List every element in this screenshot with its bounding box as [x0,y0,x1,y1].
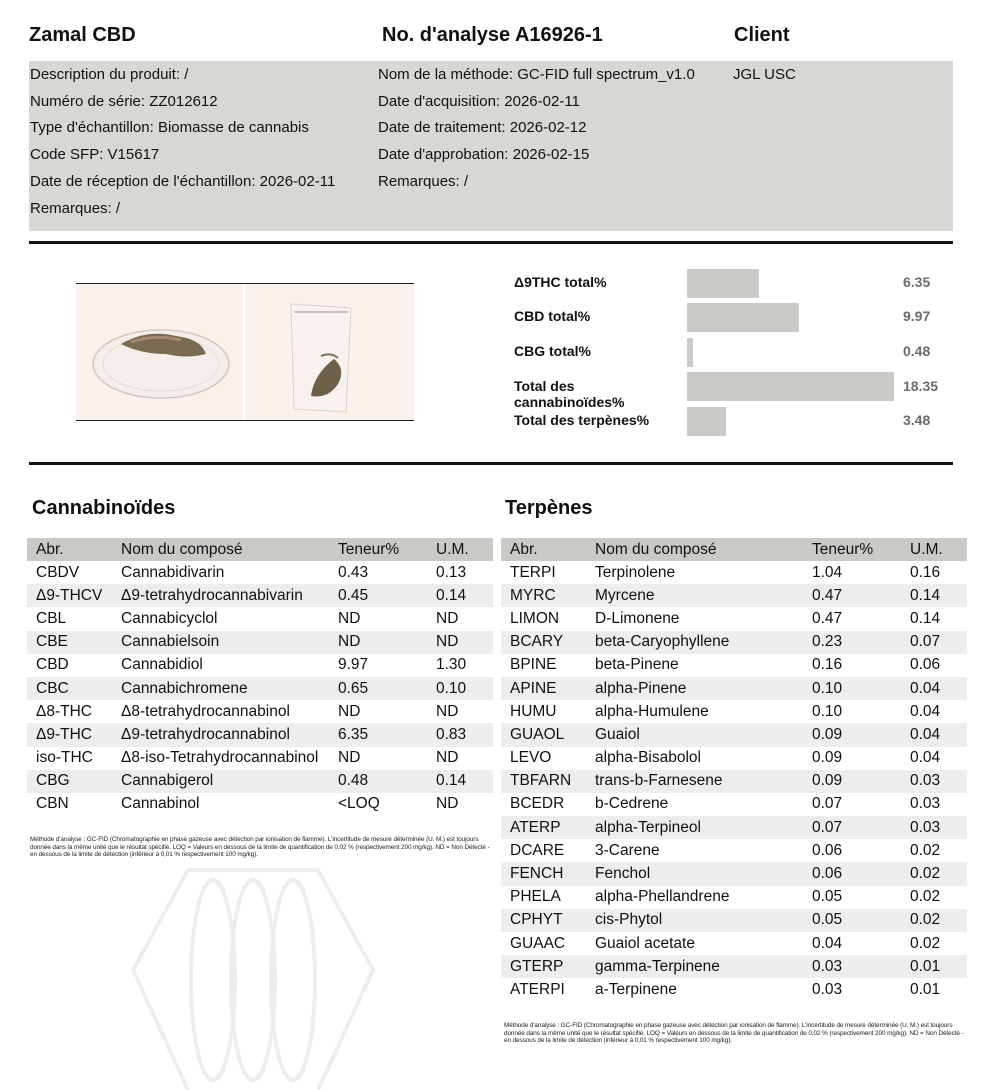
cannabinoids-title: Cannabinoïdes [32,497,176,519]
table-row [501,723,967,746]
compound-abbreviation: GTERP [501,955,586,978]
measurement-uncertainty: 0.01 [910,980,941,998]
measurement-uncertainty: ND [436,749,459,767]
measurement-uncertainty: 0.03 [901,816,967,839]
measurement-uncertainty: 0.83 [427,723,493,746]
table-row [501,862,967,885]
compound-content: 0.43 [338,563,369,581]
measurement-uncertainty: 1.30 [436,656,467,674]
info-line: Date de réception de l'échantillon: 2026-02-11 [30,172,336,190]
compound-content: 0.09 [803,723,901,746]
compound-content: 1.04 [812,563,843,581]
measurement-uncertainty: 0.04 [901,677,967,700]
compound-abbreviation: FENCH [501,862,586,885]
measurement-uncertainty: ND [427,631,493,654]
compound-name: alpha-Phellandrene [595,888,730,906]
compound-content: 0.03 [812,980,843,998]
client-name: JGL USC [733,66,796,83]
compound-name: Δ9-tetrahydrocannabivarin [112,584,329,607]
info-line: Date d'acquisition: 2026-02-11 [378,92,580,110]
measurement-uncertainty: 0.14 [427,770,493,793]
compound-abbreviation: Δ9-THCV [27,584,112,607]
compound-abbreviation: BPINE [510,656,557,674]
table-row [501,584,967,607]
compound-name: Cannabicyclol [121,609,218,627]
compound-name: Δ9-tetrahydrocannabinol [112,723,329,746]
compound-abbreviation: LEVO [510,749,552,767]
table-row [501,932,967,955]
compound-content: 0.45 [329,584,427,607]
table-row [27,700,493,723]
compound-abbreviation: CBG [27,770,112,793]
compound-content: 0.04 [812,934,843,952]
table-row [501,631,967,654]
compound-abbreviation: TERPI [510,563,556,581]
table-row [27,677,493,700]
measurement-uncertainty: 0.14 [427,584,493,607]
client-heading: Client [734,24,790,46]
compound-abbreviation: ATERPI [510,980,565,998]
compound-abbreviation: PHELA [510,888,561,906]
measurement-uncertainty: 0.04 [901,723,967,746]
measurement-uncertainty: ND [436,795,459,813]
table-row [27,607,493,630]
table-row [501,770,967,793]
table-row [501,700,967,723]
table-row [27,723,493,746]
compound-content: ND [338,749,361,767]
summary-value: 0.48 [903,343,931,359]
summary-bar [687,303,799,332]
compound-content: 0.09 [812,749,843,767]
column-header: Teneur% [329,538,427,561]
terpenes-footnote: Méthode d'analyse : GC-FID (Chromatographie en phase gazeuse avec détection par ionisation de flamme). L'incertitude de mesure déterminée (U. M.) est toujours donnée dans la même unité que le résultat spécifié. LOQ = Valeurs en dessous de la limite de quantification de 0,02 % (respectivement 200 mg/kg). ND = Non Détecté - en dessous de la limite de détection (inférieur à 0,01 % respectivement 100 mg/kg). [504,1022,964,1044]
table-row [501,978,967,1001]
table-row [27,584,493,607]
info-line: Code SFP: V15617 [30,146,160,164]
divider-middle [29,462,953,465]
measurement-uncertainty: 0.02 [910,888,941,906]
compound-abbreviation: CBDV [36,563,80,581]
compound-abbreviation: GUAOL [501,723,586,746]
compound-content: 0.48 [329,770,427,793]
table-row [501,654,967,677]
column-header: U.M. [901,538,967,561]
info-line: Remarques: / [378,172,469,190]
compound-name: Guaiol acetate [595,934,695,952]
measurement-uncertainty: 0.04 [910,702,941,720]
compound-name: Δ8-tetrahydrocannabinol [121,702,290,720]
measurement-uncertainty: 0.03 [901,770,967,793]
summary-value: 9.97 [903,308,931,324]
column-header: Teneur% [803,538,901,561]
table-row [501,839,967,862]
compound-abbreviation: BCEDR [510,795,565,813]
watermark-logo [128,860,378,1090]
column-header: Abr. [27,538,112,561]
summary-label: CBD total% [514,308,591,324]
table-row [27,793,493,816]
info-line: Nom de la méthode: GC-FID full spectrum_v1.0 [378,66,695,83]
measurement-uncertainty: 0.10 [427,677,493,700]
compound-name: beta-Pinene [595,656,679,674]
info-line: Remarques: / [30,199,121,217]
measurement-uncertainty: 0.06 [910,656,941,674]
compound-name: Myrcene [586,584,803,607]
measurement-uncertainty: 0.07 [901,631,967,654]
terpenes-title: Terpènes [505,497,593,519]
compound-abbreviation: CBC [27,677,112,700]
measurement-uncertainty: 0.14 [910,609,941,627]
compound-content: 0.09 [803,770,901,793]
compound-abbreviation: TBFARN [501,770,586,793]
info-line: Type d'échantillon: Biomasse de cannabis [30,119,309,137]
compound-name: gamma-Terpinene [586,955,803,978]
compound-abbreviation: CBL [36,609,67,627]
table-header-row [501,538,967,561]
table-row [27,631,493,654]
cannabinoids-table [27,538,493,816]
measurement-uncertainty: 0.02 [910,841,941,859]
compound-content: 0.10 [812,702,843,720]
compound-content: 0.23 [803,631,901,654]
compound-content: 0.47 [812,609,843,627]
column-header: Nom du composé [586,538,803,561]
compound-name: Fenchol [586,862,803,885]
measurement-uncertainty: 0.14 [901,584,967,607]
table-row [27,747,493,770]
measurement-uncertainty: 0.04 [910,749,941,767]
terpenes-table [501,538,967,1002]
compound-content: 0.05 [812,888,843,906]
compound-abbreviation: CBE [27,631,112,654]
table-row [501,747,967,770]
table-row [501,793,967,816]
analysis-number: No. d'analyse A16926-1 [382,24,603,46]
photo-divider [243,284,245,420]
compound-abbreviation: MYRC [501,584,586,607]
summary-bar [687,269,759,298]
compound-abbreviation: APINE [501,677,586,700]
compound-content: 0.07 [803,816,901,839]
measurement-uncertainty: ND [436,609,459,627]
compound-name: Cannabinol [121,795,200,813]
info-line: Description du produit: / [30,66,189,83]
table-row [501,677,967,700]
compound-content: 0.05 [803,909,901,932]
compound-content: 6.35 [329,723,427,746]
measurement-uncertainty: 0.02 [901,862,967,885]
compound-abbreviation: CBD [36,656,69,674]
compound-abbreviation: iso-THC [36,749,93,767]
compound-name: trans-b-Farnesene [586,770,803,793]
compound-abbreviation: CPHYT [501,909,586,932]
compound-name: Cannabielsoin [112,631,329,654]
compound-name: alpha-Pinene [586,677,803,700]
measurement-uncertainty: 0.03 [910,795,941,813]
compound-content: ND [338,609,361,627]
compound-name: Cannabigerol [112,770,329,793]
summary-bar [687,407,726,436]
compound-abbreviation: LIMON [510,609,560,627]
compound-name: Cannabidivarin [121,563,225,581]
measurement-uncertainty: 0.16 [910,563,941,581]
product-photo [76,283,414,421]
compound-content: 9.97 [338,656,369,674]
compound-content: 0.65 [329,677,427,700]
summary-label: CBG total% [514,343,591,359]
column-header: Abr. [501,538,586,561]
compound-name: D-Limonene [595,609,680,627]
summary-label: Total des cannabinoïdes% [514,378,625,410]
info-column-sample [30,62,335,222]
measurement-uncertainty: ND [436,702,459,720]
table-header-row [27,538,493,561]
column-header: Nom du composé [112,538,329,561]
compound-abbreviation: CBN [36,795,69,813]
compound-name: Δ8-iso-Tetrahydrocannabinol [121,749,319,767]
compound-content: 0.10 [803,677,901,700]
compound-name: cis-Phytol [586,909,803,932]
compound-name: Guaiol [586,723,803,746]
compound-content: 0.16 [812,656,843,674]
divider-top [29,241,953,244]
compound-name: b-Cedrene [595,795,669,813]
compound-name: a-Terpinene [595,980,677,998]
compound-content: 0.06 [803,862,901,885]
compound-content: 0.03 [803,955,901,978]
compound-name: alpha-Bisabolol [595,749,701,767]
table-row [27,561,493,584]
compound-abbreviation: HUMU [510,702,557,720]
compound-content: ND [338,702,361,720]
compound-name: alpha-Terpineol [586,816,803,839]
compound-content: <LOQ [338,795,380,813]
table-row [501,561,967,584]
product-name: Zamal CBD [29,24,136,46]
compound-name: 3-Carene [595,841,660,859]
info-column-method [378,62,695,196]
measurement-uncertainty: 0.13 [436,563,467,581]
compound-name: Cannabichromene [112,677,329,700]
compound-name: Terpinolene [595,563,676,581]
info-line: Date de traitement: 2026-02-12 [378,119,587,137]
table-row [27,654,493,677]
compound-abbreviation: Δ8-THC [36,702,92,720]
summary-label: Δ9THC total% [514,274,607,290]
summary-value: 18.35 [903,378,939,394]
compound-abbreviation: ATERP [501,816,586,839]
measurement-uncertainty: 0.01 [901,955,967,978]
compound-name: alpha-Humulene [595,702,709,720]
table-row [501,909,967,932]
table-row [501,886,967,909]
compound-abbreviation: Δ9-THC [27,723,112,746]
table-row [501,607,967,630]
summary-bar [687,338,693,367]
compound-abbreviation: DCARE [510,841,565,859]
compound-content: 0.07 [812,795,843,813]
compound-content: 0.06 [812,841,843,859]
summary-bar [687,372,894,401]
compound-content: 0.47 [803,584,901,607]
info-line: Date d'approbation: 2026-02-15 [378,146,590,164]
column-header: U.M. [427,538,493,561]
table-row [27,770,493,793]
measurement-uncertainty: 0.02 [901,909,967,932]
summary-value: 3.48 [903,412,931,428]
compound-name: beta-Caryophyllene [586,631,803,654]
compound-name: Cannabidiol [121,656,203,674]
compound-abbreviation: BCARY [501,631,586,654]
summary-value: 6.35 [903,274,931,290]
table-row [501,955,967,978]
table-row [501,816,967,839]
cannabinoids-footnote: Méthode d'analyse : GC-FID (Chromatographie en phase gazeuse avec détection par ionisation de flamme). L'incertitude de mesure déterminée (U. M.) est toujours donnée dans la même unité que le résultat spécifié. LOQ = Valeurs en dessous de la limite de quantification de 0,02 % (respectivement 200 mg/kg). ND = Non Détecté - en dessous de la limite de détection (inférieur à 0,01 % respectivement 100 mg/kg). [30,836,490,858]
measurement-uncertainty: 0.02 [910,934,941,952]
compound-content: ND [329,631,427,654]
summary-label: Total des terpènes% [514,412,650,428]
compound-abbreviation: GUAAC [510,934,566,952]
sample-image [76,284,414,420]
info-line: Numéro de série: ZZ012612 [30,92,218,110]
